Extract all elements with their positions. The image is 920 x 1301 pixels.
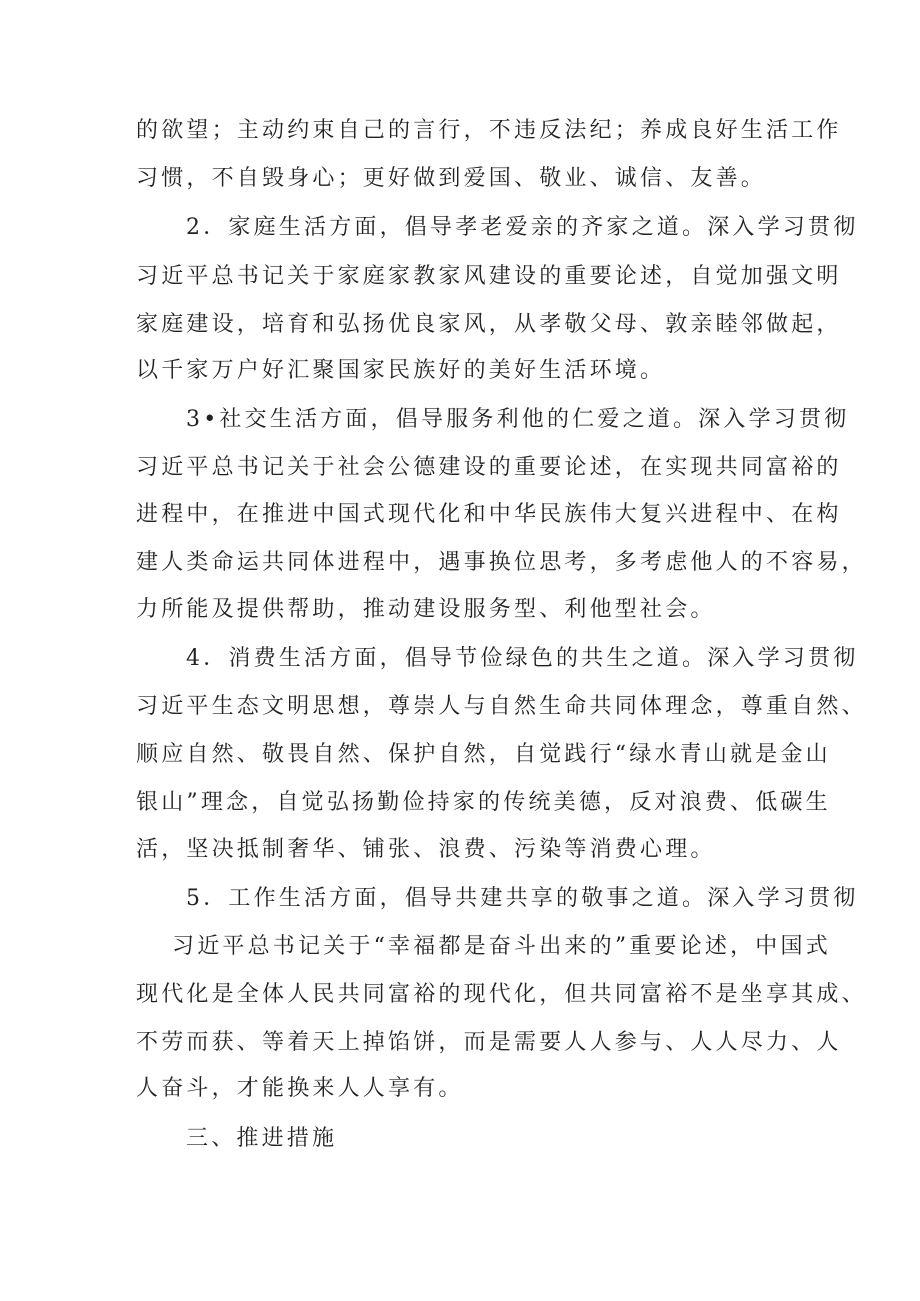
text-line: 的欲望；主动约束自己的言行，不违反法纪；养成良好生活工作 [136, 118, 842, 143]
text-line: 现代化是全体人民共同富裕的现代化，但共同富裕不是坐享其成、 [136, 982, 867, 1007]
text-line: 建人类命运共同体进程中，遇事换位思考，多考虑他人的不容易， [136, 550, 867, 575]
text-line: 习惯，不自毁身心；更好做到爱国、敬业、诚信、友善。 [136, 166, 767, 191]
text-line: 进程中，在推进中国式现代化和中华民族伟大复兴进程中、在构 [136, 502, 842, 527]
section-heading: 三、推进措施 [186, 1126, 338, 1151]
text-line: 银山”理念，自觉弘扬勤俭持家的传统美德，反对浪费、低碳生 [136, 790, 831, 815]
text-line: 家庭建设，培育和弘扬优良家风，从孝敬父母、敦亲睦邻做起， [136, 312, 842, 337]
text-line: 顺应自然、敬畏自然、保护自然，自觉践行“绿水青山就是金山 [136, 742, 831, 767]
text-line: 以千家万户好汇聚国家民族好的美好生活环境。 [136, 358, 666, 383]
text-line: 2．家庭生活方面，倡导孝老爱亲的齐家之道。深入学习贯彻 [186, 215, 859, 240]
text-line: 习近平总书记关于“幸福都是奋斗出来的”重要论述，中国式 [172, 934, 831, 959]
text-line: 习近平总书记关于社会公德建设的重要论述，在实现共同富裕的 [136, 455, 842, 480]
text-line: 力所能及提供帮助，推动建设服务型、利他型社会。 [136, 597, 716, 622]
text-line: 5．工作生活方面，倡导共建共享的敬事之道。深入学习贯彻 [186, 886, 859, 911]
text-line: 3•社交生活方面，倡导服务利他的仁爱之道。深入学习贯彻 [186, 407, 850, 432]
text-line: 活，坚决抵制奢华、铺张、浪费、污染等消费心理。 [136, 837, 716, 862]
text-line: 人奋斗，才能换来人人享有。 [136, 1076, 464, 1101]
text-line: 不劳而获、等着天上掉馅饼，而是需要人人参与、人人尽力、人 [136, 1030, 842, 1055]
text-line: 4．消费生活方面，倡导节俭绿色的共生之道。深入学习贯彻 [186, 646, 859, 671]
text-line: 习近平生态文明思想，尊崇人与自然生命共同体理念，尊重自然、 [136, 694, 867, 719]
text-line: 习近平总书记关于家庭家教家风建设的重要论述，自觉加强文明 [136, 264, 842, 289]
